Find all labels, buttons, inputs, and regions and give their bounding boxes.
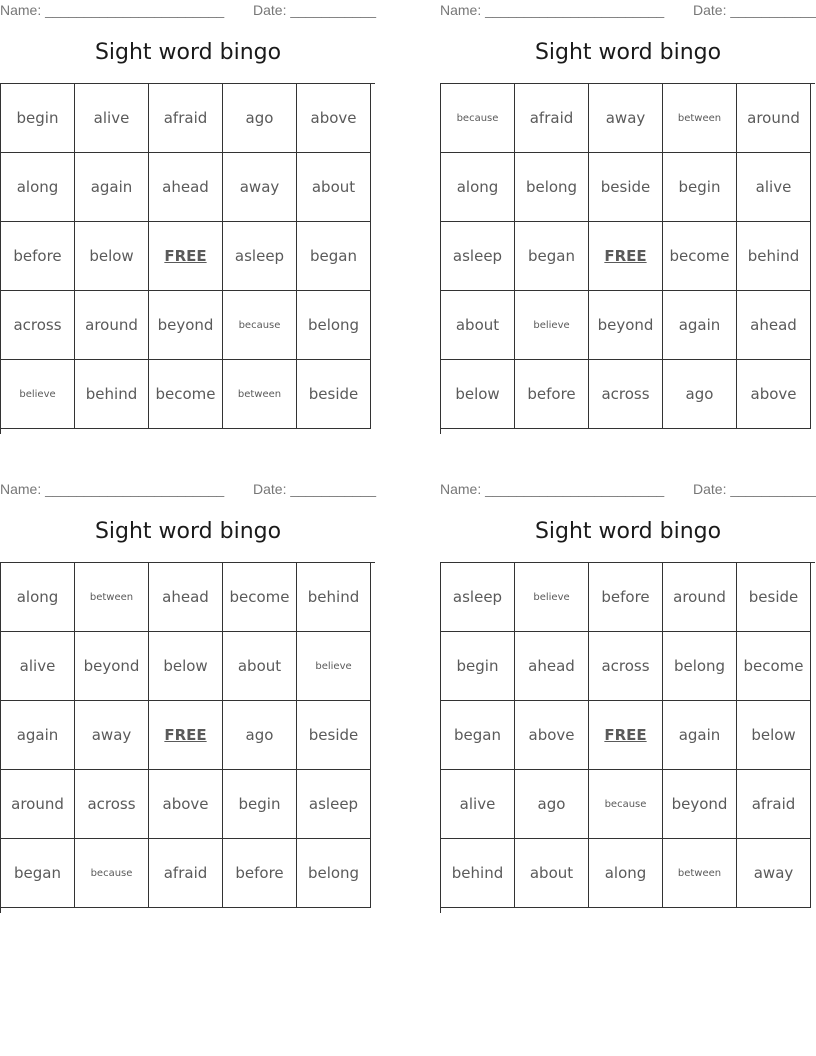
name-field-label: Name: _______________________ (440, 2, 665, 18)
bingo-cell: beyond (75, 632, 149, 701)
bingo-cell: because (589, 770, 663, 839)
date-field-label: Date: ___________ (693, 481, 816, 497)
bingo-cell: alive (1, 632, 75, 701)
bingo-cell: away (737, 839, 811, 908)
bingo-cell: behind (75, 360, 149, 429)
free-space-cell: FREE (589, 701, 663, 770)
card-title: Sight word bingo (534, 519, 722, 544)
bingo-cell: along (589, 839, 663, 908)
bingo-cell: ahead (737, 291, 811, 360)
bingo-cell: below (75, 222, 149, 291)
bingo-cell: become (149, 360, 223, 429)
bingo-cell: behind (297, 563, 371, 632)
free-space-cell: FREE (149, 222, 223, 291)
bingo-cell: across (1, 291, 75, 360)
date-field-label: Date: ___________ (693, 2, 816, 18)
bingo-grid (440, 83, 815, 434)
bingo-grid (440, 562, 815, 913)
bingo-cell: ago (515, 770, 589, 839)
name-field-label: Name: _______________________ (0, 481, 225, 497)
bingo-cell: across (589, 360, 663, 429)
card-title: Sight word bingo (94, 40, 282, 65)
bingo-cell: before (1, 222, 75, 291)
bingo-cell: afraid (737, 770, 811, 839)
bingo-cell: away (75, 701, 149, 770)
bingo-cell: above (515, 701, 589, 770)
bingo-cell: because (441, 84, 515, 153)
bingo-cell: afraid (149, 839, 223, 908)
bingo-cell: ago (663, 360, 737, 429)
bingo-cell: become (223, 563, 297, 632)
bingo-cell: ahead (149, 153, 223, 222)
bingo-cell: below (149, 632, 223, 701)
bingo-cell: beyond (589, 291, 663, 360)
bingo-cell: around (1, 770, 75, 839)
bingo-cell: along (441, 153, 515, 222)
bingo-cell: began (1, 839, 75, 908)
bingo-cell: asleep (297, 770, 371, 839)
bingo-cell: between (663, 84, 737, 153)
bingo-cell: along (1, 153, 75, 222)
bingo-cell: above (737, 360, 811, 429)
bingo-cell: between (223, 360, 297, 429)
bingo-cell: about (441, 291, 515, 360)
bingo-card-4 (440, 479, 816, 914)
bingo-cell: believe (515, 563, 589, 632)
bingo-cell: above (149, 770, 223, 839)
bingo-cell: ahead (515, 632, 589, 701)
bingo-cell: behind (441, 839, 515, 908)
bingo-cell: about (223, 632, 297, 701)
bingo-cell: become (737, 632, 811, 701)
free-space-cell: FREE (149, 701, 223, 770)
date-field-label: Date: ___________ (253, 481, 376, 497)
bingo-cell: afraid (515, 84, 589, 153)
card-title: Sight word bingo (94, 519, 282, 544)
bingo-cell: beside (297, 360, 371, 429)
bingo-cell: begin (1, 84, 75, 153)
bingo-cell: again (663, 701, 737, 770)
bingo-cell: asleep (441, 563, 515, 632)
bingo-cell: below (441, 360, 515, 429)
bingo-cell: asleep (441, 222, 515, 291)
bingo-cell: again (75, 153, 149, 222)
bingo-cell: begin (223, 770, 297, 839)
bingo-cell: because (223, 291, 297, 360)
bingo-cell: alive (441, 770, 515, 839)
bingo-cell: behind (737, 222, 811, 291)
bingo-cell: around (663, 563, 737, 632)
bingo-card-2 (440, 0, 816, 435)
bingo-cell: belong (515, 153, 589, 222)
bingo-cell: belong (297, 839, 371, 908)
bingo-cell: began (297, 222, 371, 291)
bingo-cell: again (663, 291, 737, 360)
bingo-cell: alive (737, 153, 811, 222)
bingo-cell: below (737, 701, 811, 770)
bingo-cell: ago (223, 84, 297, 153)
bingo-cell: around (75, 291, 149, 360)
bingo-cell: beside (737, 563, 811, 632)
bingo-card-3 (0, 479, 376, 914)
bingo-cell: beyond (149, 291, 223, 360)
bingo-cell: before (223, 839, 297, 908)
bingo-cell: asleep (223, 222, 297, 291)
free-space-cell: FREE (589, 222, 663, 291)
bingo-cell: beside (589, 153, 663, 222)
bingo-cell: ahead (149, 563, 223, 632)
bingo-cell: before (589, 563, 663, 632)
bingo-cell: begin (441, 632, 515, 701)
bingo-cell: across (589, 632, 663, 701)
bingo-cell: afraid (149, 84, 223, 153)
bingo-cell: began (441, 701, 515, 770)
bingo-cell: become (663, 222, 737, 291)
bingo-cell: away (223, 153, 297, 222)
bingo-cell: across (75, 770, 149, 839)
bingo-cell: begin (663, 153, 737, 222)
bingo-cell: about (515, 839, 589, 908)
bingo-cell: belong (663, 632, 737, 701)
bingo-cell: believe (1, 360, 75, 429)
bingo-cell: began (515, 222, 589, 291)
bingo-cell: again (1, 701, 75, 770)
bingo-card-1 (0, 0, 376, 435)
bingo-cell: about (297, 153, 371, 222)
bingo-cell: beside (297, 701, 371, 770)
name-field-label: Name: _______________________ (440, 481, 665, 497)
date-field-label: Date: ___________ (253, 2, 376, 18)
bingo-grid (0, 562, 375, 913)
name-field-label: Name: _______________________ (0, 2, 225, 18)
bingo-cell: around (737, 84, 811, 153)
bingo-cell: believe (297, 632, 371, 701)
bingo-cell: between (75, 563, 149, 632)
bingo-cell: believe (515, 291, 589, 360)
card-title: Sight word bingo (534, 40, 722, 65)
bingo-cell: alive (75, 84, 149, 153)
bingo-cell: between (663, 839, 737, 908)
bingo-cell: along (1, 563, 75, 632)
bingo-cell: away (589, 84, 663, 153)
bingo-cell: ago (223, 701, 297, 770)
bingo-cell: beyond (663, 770, 737, 839)
bingo-cell: belong (297, 291, 371, 360)
bingo-grid (0, 83, 375, 434)
bingo-cell: above (297, 84, 371, 153)
bingo-cell: because (75, 839, 149, 908)
bingo-cell: before (515, 360, 589, 429)
